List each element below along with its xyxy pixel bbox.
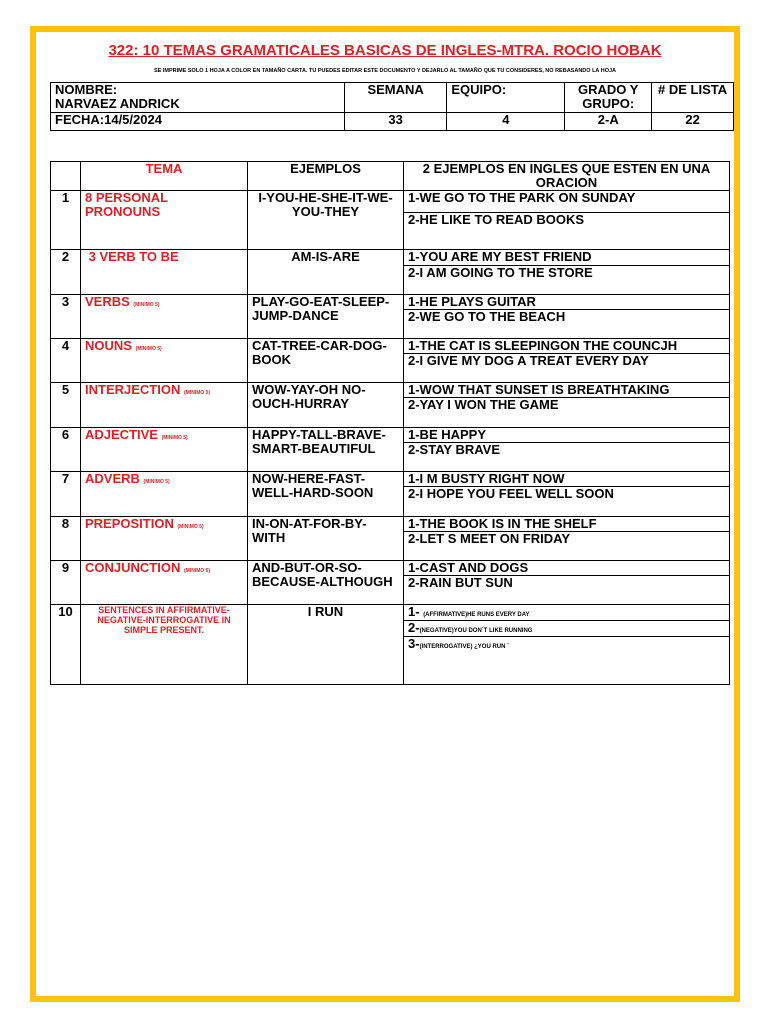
student-info-table xyxy=(50,82,734,131)
sentence-2[interactable]: 2-I GIVE MY DOG A TREAT EVERY DAY xyxy=(408,353,649,368)
sentence-number: 1- xyxy=(408,604,420,619)
nombre-cell[interactable] xyxy=(51,83,345,113)
ejemplos-cell[interactable]: WOW-YAY-OH NO-OUCH-HURRAY xyxy=(248,383,404,428)
row-number: 2 xyxy=(51,250,81,295)
row-number: 5 xyxy=(51,383,81,428)
row-number: 7 xyxy=(51,472,81,517)
tema-cell[interactable] xyxy=(81,339,248,383)
nombre-label: NOMBRE: xyxy=(55,82,118,97)
print-instructions: SE IMPRIME SOLO 1 HOJA A COLOR EN TAMAÑO CARTA. TU PUEDES EDITAR ESTE DOCUMENTO Y DEJARLO AL TAMAÑO QUE TU CONSIDERES, NO REBASANDO LA HOJA xyxy=(153,68,617,74)
sentence-2[interactable]: 2-RAIN BUT SUN xyxy=(408,575,513,590)
tema-name: ADVERB xyxy=(85,471,140,486)
sentences-cell xyxy=(404,295,730,339)
tema-name: VERBS xyxy=(85,294,130,309)
row-number: 8 xyxy=(51,517,81,561)
sentences-cell xyxy=(404,250,730,295)
table-row xyxy=(51,517,730,561)
grado-label: GRADO Y GRUPO: xyxy=(565,83,652,113)
lista-value[interactable]: 22 xyxy=(652,113,734,131)
sentence-2[interactable]: 2-LET S MEET ON FRIDAY xyxy=(408,531,571,546)
sentence-1[interactable]: 1-HE PLAYS GUITAR xyxy=(404,295,729,310)
sentence-2[interactable]: 2-I AM GOING TO THE STORE xyxy=(408,265,593,280)
sentence-negative[interactable] xyxy=(404,621,729,637)
ejemplos-cell[interactable]: I RUN xyxy=(248,605,404,685)
tema-name: 3 VERB TO BE xyxy=(88,249,179,264)
table-row xyxy=(51,383,730,428)
table-row xyxy=(51,472,730,517)
tema-cell[interactable] xyxy=(81,428,248,472)
sentence-1[interactable]: 1-YOU ARE MY BEST FRIEND xyxy=(404,250,729,266)
equipo-value[interactable]: 4 xyxy=(447,113,565,131)
equipo-label: EQUIPO: xyxy=(447,83,565,113)
num-header xyxy=(51,162,81,191)
sentence-2[interactable]: 2-HE LIKE TO READ BOOKS xyxy=(408,212,585,227)
row-number: 9 xyxy=(51,561,81,605)
sentences-cell xyxy=(404,428,730,472)
sentence-1[interactable]: 1-WE GO TO THE PARK ON SUNDAY xyxy=(404,191,729,213)
table-row xyxy=(51,605,730,685)
tema-cell[interactable] xyxy=(81,191,248,250)
sentences-cell xyxy=(404,191,730,250)
minimo-note: (MINIMO 5) xyxy=(133,302,160,308)
sentence-text: (INTERROGATIVE) ¿YOU RUN ´ xyxy=(419,644,510,650)
fecha-field[interactable]: FECHA:14/5/2024 xyxy=(51,113,345,131)
row-number: 10 xyxy=(51,605,81,685)
sentence-2[interactable]: 2-I HOPE YOU FEEL WELL SOON xyxy=(408,486,614,501)
sentence-1[interactable]: 1-BE HAPPY xyxy=(404,428,729,443)
sentence-1[interactable]: 1-WOW THAT SUNSET IS BREATHTAKING xyxy=(404,383,729,398)
table-row xyxy=(51,428,730,472)
sentence-interrogative[interactable] xyxy=(404,637,729,654)
minimo-note: (MINIMO 5) xyxy=(161,435,188,441)
row-number: 6 xyxy=(51,428,81,472)
ejemplos-cell[interactable]: AND-BUT-OR-SO-BECAUSE-ALTHOUGH xyxy=(248,561,404,605)
ejemplos-cell[interactable]: IN-ON-AT-FOR-BY-WITH xyxy=(248,517,404,561)
sentences-cell xyxy=(404,339,730,383)
sentences-cell xyxy=(404,605,730,685)
tema-name: CONJUNCTION xyxy=(85,560,181,575)
minimo-note: (MINIMO 5) xyxy=(183,390,211,396)
sentence-2[interactable]: 2-WE GO TO THE BEACH xyxy=(408,309,566,324)
row-number: 1 xyxy=(51,191,81,250)
tema-cell[interactable] xyxy=(81,517,248,561)
ejemplos-cell[interactable]: PLAY-GO-EAT-SLEEP-JUMP-DANCE xyxy=(248,295,404,339)
sentences-cell xyxy=(404,383,730,428)
tema-header: TEMA xyxy=(81,162,248,191)
ejemplos-cell[interactable]: AM-IS-ARE xyxy=(248,250,404,295)
semana-label: SEMANA xyxy=(344,83,446,113)
grado-value[interactable]: 2-A xyxy=(565,113,652,131)
lista-label: # DE LISTA xyxy=(652,83,734,113)
sentence-1[interactable]: 1-THE BOOK IS IN THE SHELF xyxy=(404,517,729,532)
ejemplos-header: EJEMPLOS xyxy=(248,162,404,191)
sentence-1[interactable]: 1-I M BUSTY RIGHT NOW xyxy=(404,472,729,487)
ejemplos-cell[interactable]: I-YOU-HE-SHE-IT-WE-YOU-THEY xyxy=(248,191,404,250)
sentence-text: (AFFIRMATIVE)HE RUNS EVERY DAY xyxy=(423,612,530,618)
minimo-note: (MINIMO 5) xyxy=(135,346,162,352)
row-number: 4 xyxy=(51,339,81,383)
semana-value[interactable]: 33 xyxy=(344,113,446,131)
ejemplos-cell[interactable]: CAT-TREE-CAR-DOG-BOOK xyxy=(248,339,404,383)
page-border xyxy=(30,26,740,1002)
tema-cell[interactable]: SENTENCES IN AFFIRMATIVE-NEGATIVE-INTERROGATIVE IN SIMPLE PRESENT. xyxy=(81,605,248,685)
sentence-1[interactable]: 1-THE CAT IS SLEEPINGON THE COUNCJH xyxy=(404,339,729,354)
tema-name: 8 PERSONAL PRONOUNS xyxy=(85,190,168,219)
grammar-table xyxy=(50,161,730,685)
table-row xyxy=(51,561,730,605)
minimo-note: (MINIMO 5) xyxy=(143,479,170,485)
row-number: 3 xyxy=(51,295,81,339)
sentences-cell xyxy=(404,472,730,517)
tema-name: NOUNS xyxy=(85,338,132,353)
table-row xyxy=(51,295,730,339)
sentence-2[interactable]: 2-STAY BRAVE xyxy=(408,442,500,457)
ejemplos-cell[interactable]: HAPPY-TALL-BRAVE-SMART-BEAUTIFUL xyxy=(248,428,404,472)
oraciones-header: 2 EJEMPLOS EN INGLES QUE ESTEN EN UNA ORACION xyxy=(404,162,730,191)
sentences-cell xyxy=(404,561,730,605)
tema-cell[interactable] xyxy=(81,561,248,605)
tema-cell[interactable] xyxy=(81,383,248,428)
ejemplos-cell[interactable]: NOW-HERE-FAST-WELL-HARD-SOON xyxy=(248,472,404,517)
table-row xyxy=(51,250,730,295)
tema-name: PREPOSITION xyxy=(85,516,174,531)
sentence-2[interactable]: 2-YAY I WON THE GAME xyxy=(408,397,559,412)
minimo-note: (MINIMO 5) xyxy=(183,568,211,574)
sentence-text: (NEGATIVE)YOU DON´T LIKE RUNNING xyxy=(419,628,533,634)
sentence-affirmative[interactable] xyxy=(404,605,729,621)
nombre-value: NARVAEZ ANDRICK xyxy=(55,96,180,111)
tema-cell[interactable] xyxy=(81,295,248,339)
table-row xyxy=(51,191,730,250)
minimo-note: (MINIMO 5) xyxy=(177,524,204,530)
tema-name: ADJECTIVE xyxy=(85,427,158,442)
page-title: 322: 10 TEMAS GRAMATICALES BASICAS DE INGLES-MTRA. ROCIO HOBAK xyxy=(108,42,662,59)
tema-name: INTERJECTION xyxy=(85,382,181,397)
sentence-number: 3- xyxy=(408,636,420,651)
sentence-number: 2- xyxy=(408,620,420,635)
tema-cell[interactable] xyxy=(81,250,248,295)
sentence-1[interactable]: 1-CAST AND DOGS xyxy=(404,561,729,576)
tema-cell[interactable] xyxy=(81,472,248,517)
table-row xyxy=(51,339,730,383)
sentences-cell xyxy=(404,517,730,561)
